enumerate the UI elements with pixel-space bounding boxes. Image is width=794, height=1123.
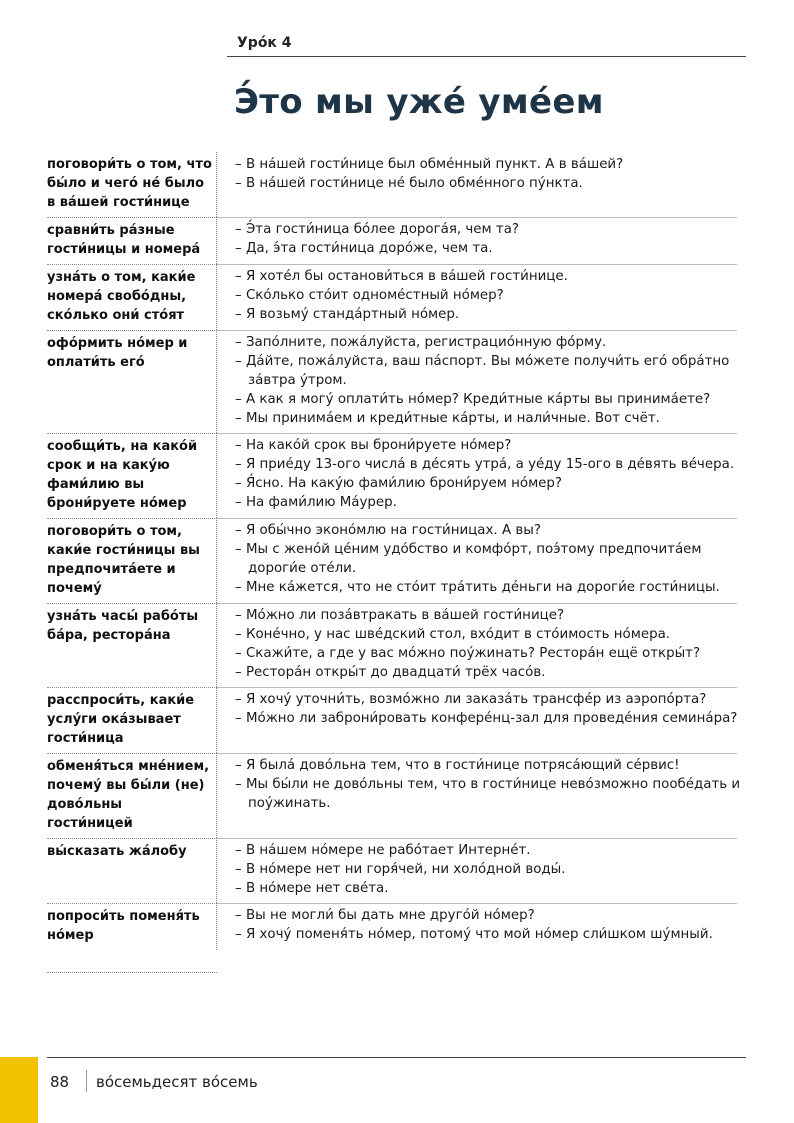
dialogue-cell xyxy=(217,330,747,433)
row-divider xyxy=(217,264,737,265)
dialogue-line: – Мо́жно ли поза́втракать в ва́шей гости́нице? xyxy=(235,608,565,623)
dialogue-line: – Я хоте́л бы останови́ться в ва́шей гости́нице. xyxy=(235,269,568,284)
table-row xyxy=(47,838,747,903)
topic-cell: узна́ть о том, каки́е номера́ свобо́дны, ско́лько они́ сто́ят xyxy=(47,264,217,330)
dialogue-line: – В но́мере нет ни горя́чей, ни холо́дной воды́. xyxy=(235,862,566,877)
dialogue-line: – Я́сно. На каку́ю фами́лию брони́руем но́мер? xyxy=(235,476,563,491)
row-divider xyxy=(217,687,737,688)
dialogue-line: – Я хочу́ поменя́ть но́мер, потому́ что мой но́мер сли́шком шу́мный. xyxy=(235,927,713,942)
dialogue-line: – Я обы́чно эконо́млю на гости́ницах. А вы? xyxy=(235,523,541,538)
row-divider xyxy=(217,518,737,519)
dialogue-line: – А как я могу́ оплати́ть но́мер? Креди́тные ка́рты вы принима́ете? xyxy=(235,392,711,407)
footer-divider xyxy=(47,1057,746,1058)
dialogue-cell xyxy=(217,518,747,603)
dialogue-cell xyxy=(217,838,747,903)
row-divider xyxy=(217,603,737,604)
footer-vertical-divider xyxy=(86,1070,87,1092)
row-divider xyxy=(217,903,737,904)
lesson-label: Уро́к 4 xyxy=(237,35,292,51)
table-bottom-divider xyxy=(47,972,217,973)
row-divider xyxy=(217,753,737,754)
dialogue-line: – Э́та гости́ница бо́лее дорога́я, чем та? xyxy=(235,222,520,237)
dialogue-line: – Я возьму́ станда́ртный но́мер. xyxy=(235,307,460,322)
dialogue-cell xyxy=(217,903,747,950)
dialogue-line: – Мы бы́ли не дово́льны тем, что в гости́нице нево́зможно пообе́дать и поу́жинать. xyxy=(235,777,741,811)
topic-cell: попроси́ть поменя́ть но́мер xyxy=(47,903,217,950)
dialogue-line: – В на́шей гости́нице был обме́нный пункт. А в ва́шей? xyxy=(235,157,624,172)
dialogue-line: – Я прие́ду 13-ого числа́ в де́сять утра́, а уе́ду 15-ого в де́вять ве́чера. xyxy=(235,457,735,472)
dialogue-line: – Коне́чно, у нас шве́дский стол, вхо́дит в сто́имость но́мера. xyxy=(235,627,671,642)
topic-cell: сообщи́ть, на како́й срок и на каку́ю фами́лию вы брони́руете но́мер xyxy=(47,433,217,518)
topic-cell: сравни́ть ра́зные гости́ницы и номера́ xyxy=(47,217,217,264)
topic-cell: поговори́ть о том, что бы́ло и чего́ не́ было в ва́шей гости́нице xyxy=(47,152,217,217)
dialogue-line: – На фами́лию Ма́урер. xyxy=(235,495,397,510)
dialogue-line: – В на́шей гости́нице не́ было обме́нного пу́нкта. xyxy=(235,176,583,191)
dialogue-line: – Мы принима́ем и креди́тные ка́рты, и нали́чные. Вот счёт. xyxy=(235,411,660,426)
table-row xyxy=(47,330,747,433)
table-row xyxy=(47,264,747,330)
dialogue-line: – Я была́ дово́льна тем, что в гости́нице потряса́ющий се́рвис! xyxy=(235,758,680,773)
topic-cell: узна́ть часы́ рабо́ты ба́ра, рестора́на xyxy=(47,603,217,687)
dialogue-line: – Я хочу́ уточни́ть, возмо́жно ли заказа́ть трансфе́р из аэропо́рта? xyxy=(235,692,707,707)
dialogue-line: – Мо́жно ли заброни́ровать конфере́нц-зал для проведе́ния семина́ра? xyxy=(235,711,738,726)
table-row xyxy=(47,687,747,753)
dialogue-line: – Мне ка́жется, что не сто́ит тра́тить де́ньги на дороги́е гости́ницы. xyxy=(235,580,720,595)
topic-cell: обменя́ться мне́нием, почему́ вы бы́ли (не) дово́льны гости́ницей xyxy=(47,753,217,838)
dialogue-line: – Да, э́та гости́ница доро́же, чем та. xyxy=(235,241,493,256)
dialogue-line: – В на́шем но́мере не рабо́тает Интерне́т. xyxy=(235,843,531,858)
topic-cell: расспроси́ть, каки́е услу́ги ока́зывает гости́ница xyxy=(47,687,217,753)
table-row xyxy=(47,603,747,687)
dialogue-cell xyxy=(217,217,747,264)
dialogue-line: – Ско́лько сто́ит одноме́стный но́мер? xyxy=(235,288,504,303)
dialogue-line: – Скажи́те, а где у вас мо́жно поу́жинать? Рестора́н ещё откры́т? xyxy=(235,646,701,661)
dialogue-cell xyxy=(217,264,747,330)
phrase-table xyxy=(47,152,747,950)
top-divider xyxy=(227,56,746,57)
dialogue-cell xyxy=(217,152,747,217)
dialogue-line: – Запо́лните, пожа́луйста, регистрацио́нную фо́рму. xyxy=(235,335,607,350)
topic-cell: вы́сказать жа́лобу xyxy=(47,838,217,903)
dialogue-line: – Рестора́н откры́т до двадцати́ трёх часо́в. xyxy=(235,665,546,680)
dialogue-line: – Да́йте, пожа́луйста, ваш па́спорт. Вы мо́жете получи́ть его́ обра́тно за́втра у́тром. xyxy=(235,354,730,388)
row-divider xyxy=(217,330,737,331)
table-row xyxy=(47,152,747,217)
accent-block xyxy=(0,1057,38,1123)
topic-cell: офо́рмить но́мер и оплати́ть его́ xyxy=(47,330,217,433)
page-number: 88 xyxy=(50,1073,70,1091)
dialogue-cell xyxy=(217,753,747,838)
dialogue-cell xyxy=(217,687,747,753)
row-divider xyxy=(217,217,737,218)
dialogue-cell xyxy=(217,603,747,687)
table-row xyxy=(47,518,747,603)
table-row xyxy=(47,433,747,518)
page-number-words: во́семьдесят во́семь xyxy=(96,1073,258,1091)
table-row xyxy=(47,753,747,838)
page-title: Э́то мы уже́ уме́ем xyxy=(234,82,604,122)
dialogue-line: – Мы с жено́й це́ним удо́бство и комфо́рт, поэ́тому предпочита́ем дороги́е оте́ли. xyxy=(235,542,702,576)
table-row xyxy=(47,903,747,950)
row-divider xyxy=(217,838,737,839)
dialogue-cell xyxy=(217,433,747,518)
dialogue-line: – Вы не могли́ бы дать мне друго́й но́мер? xyxy=(235,908,535,923)
row-divider xyxy=(217,433,737,434)
dialogue-line: – На како́й срок вы брони́руете но́мер? xyxy=(235,438,512,453)
table-row xyxy=(47,217,747,264)
dialogue-line: – В но́мере нет све́та. xyxy=(235,881,389,896)
topic-cell: поговори́ть о том, каки́е гости́ницы вы предпочита́ете и почему́ xyxy=(47,518,217,603)
